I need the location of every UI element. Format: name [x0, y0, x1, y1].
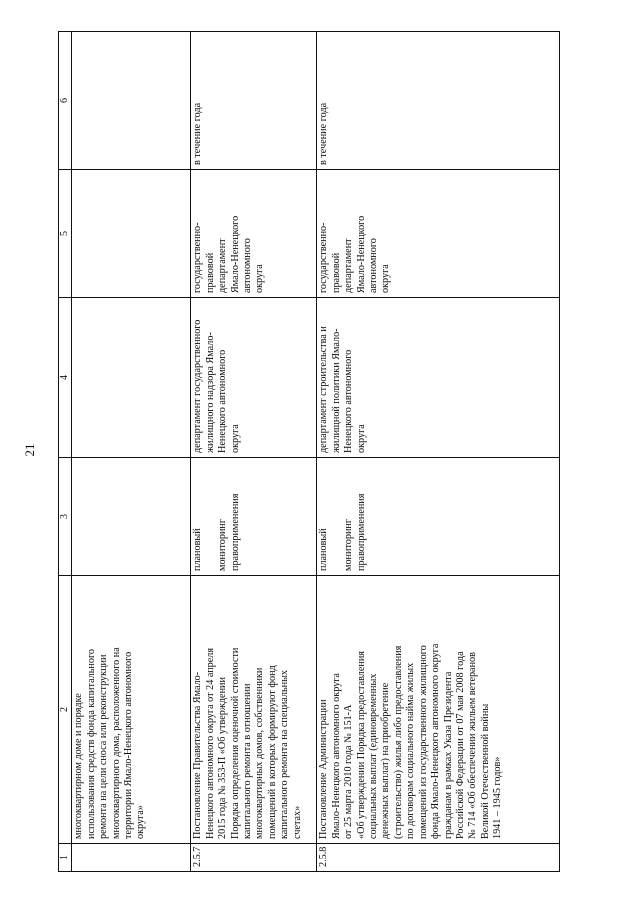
responsible-body: [72, 298, 191, 458]
legal-department: [72, 170, 191, 298]
legal-department: государственно- правовой департамент Ямало-Ненецкого автономного округа: [317, 170, 560, 298]
document-title: Постановление Администрации Ямало-Ненецкого автономного округа от 25 марта 2010 года № 151-А «Об утверждении Порядка предоставления социальных выплат (единовременных денежных выплат) на приобретение (строительство) жилья либо предоставления по договорам социального найма жилых помещений из государственного жилищного фонда Ямало-Ненецкого автономного округа гражданам в рамках Указа Президента Российской Федерации от 07 мая 2008 года № 714 «Об обеспечении жильем ветеранов Великой Отечественной войны 1941 – 1945 годов»: [317, 576, 560, 844]
table-row: [317, 32, 560, 872]
deadline: в течение года: [317, 32, 560, 170]
column-header: 4: [59, 298, 72, 458]
responsible-body: департамент строительства и жилищной политики Ямало- Ненецкого автономного округа: [317, 298, 560, 458]
document-title: Постановление Правительства Ямало- Ненецкого автономного округа от 24 апреля 2015 года № 353-П «Об утверждении Порядка определения оценочной стоимости капитального ремонта в отношении многоквартирных домов, собственники помещений в которых формируют фонд капитального ремонта на специальных счетах»: [191, 576, 317, 844]
table-row: [72, 32, 191, 872]
column-header: 5: [59, 170, 72, 298]
deadline: [72, 32, 191, 170]
header-row: [59, 32, 72, 872]
monitoring-type: [72, 458, 191, 576]
column-header: 6: [59, 32, 72, 170]
table-row: [191, 32, 317, 872]
column-header: 3: [59, 458, 72, 576]
rotated-table-container: [58, 32, 550, 872]
page-number: 21: [22, 443, 37, 457]
responsible-body: департамент государственного жилищного надзора Ямало- Ненецкого автономного округа: [191, 298, 317, 458]
row-number: 2.5.8: [317, 844, 560, 872]
monitoring-type: плановый мониторинг правоприменения: [191, 458, 317, 576]
monitoring-plan-table: [58, 31, 560, 872]
column-header: 2: [59, 576, 72, 844]
row-number: 2.5.7: [191, 844, 317, 872]
monitoring-type: плановый мониторинг правоприменения: [317, 458, 560, 576]
row-number: [72, 844, 191, 872]
deadline: в течение года: [191, 32, 317, 170]
legal-department: государственно- правовой департамент Ямало-Ненецкого автономного округа: [191, 170, 317, 298]
column-header: 1: [59, 844, 72, 872]
document-title: многоквартирном доме и порядке использования средств фонда капитального ремонта на цели сноса или реконструкции многоквартирного дома, расположенного на территории Ямало-Ненецкого автономного округа»: [72, 576, 191, 844]
